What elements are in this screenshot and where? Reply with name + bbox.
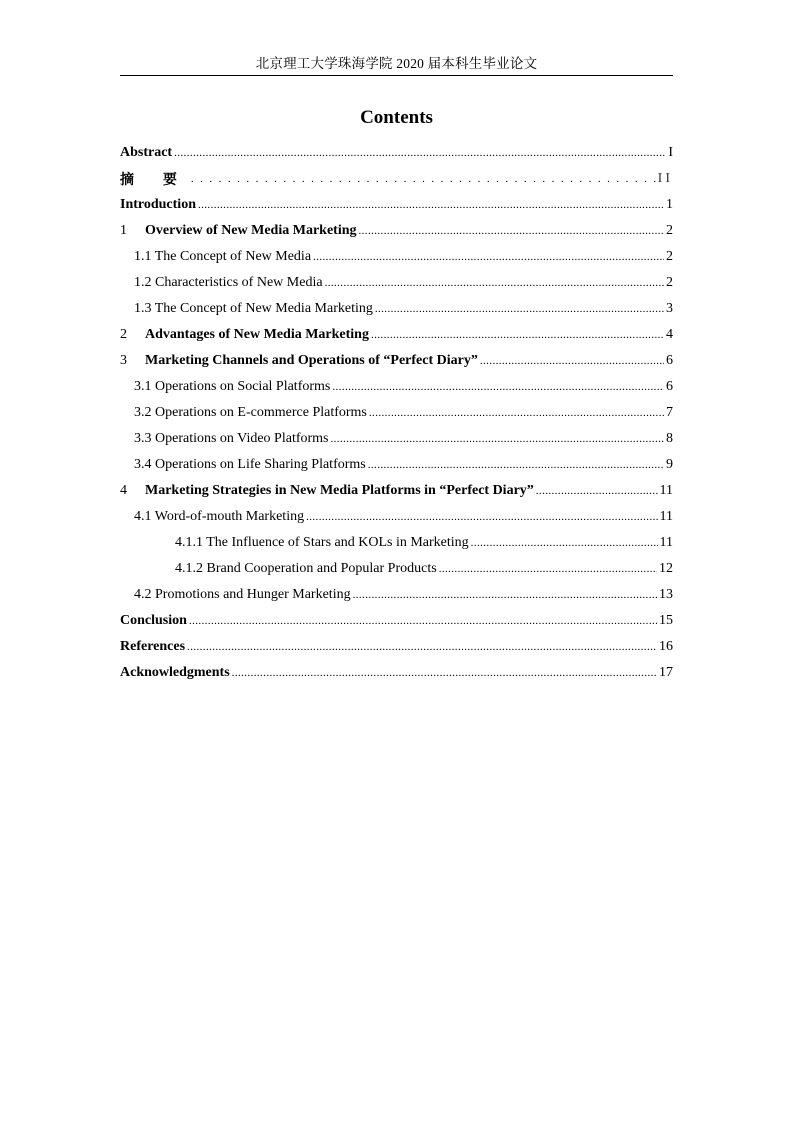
toc-label: Marketing Strategies in New Media Platforms in “Perfect Diary” [145, 483, 534, 498]
toc-entry-chinese-abstract[interactable] [120, 166, 673, 192]
toc-entry-3-2[interactable] [120, 400, 673, 426]
toc-entry-chapter-3[interactable] [120, 348, 673, 374]
toc-leader [332, 381, 664, 393]
toc-entry-introduction[interactable] [120, 192, 673, 218]
toc-page: 11 [659, 509, 673, 524]
toc-entry-chapter-1[interactable] [120, 218, 673, 244]
toc-leader [439, 563, 657, 575]
toc-entry-3-1[interactable] [120, 374, 673, 400]
toc-label: References [120, 639, 186, 654]
toc-page: 6 [666, 379, 673, 394]
toc-label: 1.1 The Concept of New Media [134, 249, 312, 264]
toc-page: II [657, 171, 673, 186]
toc-label: Introduction [120, 197, 196, 212]
toc-chapter-number: 4 [120, 483, 127, 498]
toc-entry-4-2[interactable] [120, 582, 673, 608]
toc-label: 3.2 Operations on E-commerce Platforms [134, 405, 367, 420]
toc-chapter-number: 1 [120, 223, 127, 238]
toc-entry-conclusion[interactable] [120, 608, 673, 634]
toc-entry-acknowledgments[interactable] [120, 660, 673, 686]
toc-leader [187, 641, 657, 653]
toc-entry-chapter-4[interactable] [120, 478, 673, 504]
toc-page: 11 [659, 483, 673, 498]
toc-label: 4.1.1 The Influence of Stars and KOLs in Marketing [175, 535, 469, 550]
table-of-contents [120, 140, 673, 686]
toc-leader [480, 355, 664, 367]
toc-label: 3.1 Operations on Social Platforms [134, 379, 331, 394]
toc-leader [306, 511, 657, 523]
toc-leader [325, 277, 664, 289]
toc-label: 4.1 Word-of-mouth Marketing [134, 509, 305, 524]
toc-label: 3.3 Operations on Video Platforms [134, 431, 329, 446]
toc-entry-abstract[interactable] [120, 140, 673, 166]
header-rule [120, 75, 673, 76]
toc-leader [353, 589, 657, 601]
toc-page: 6 [666, 353, 673, 368]
toc-page: 3 [666, 301, 673, 316]
page-title: Contents [360, 107, 433, 128]
toc-page: I [668, 145, 673, 160]
toc-label: Overview of New Media Marketing [145, 223, 357, 238]
toc-label: 4.1.2 Brand Cooperation and Popular Products [175, 561, 437, 576]
toc-entry-3-4[interactable] [120, 452, 673, 478]
toc-leader [331, 433, 665, 445]
toc-label: 1.3 The Concept of New Media Marketing [134, 301, 373, 316]
toc-label: 1.2 Characteristics of New Media [134, 275, 323, 290]
toc-leader [191, 173, 656, 185]
toc-page: 7 [666, 405, 673, 420]
toc-entry-chapter-2[interactable] [120, 322, 673, 348]
toc-label: 摘 要 [120, 172, 189, 188]
toc-leader [359, 225, 665, 237]
toc-chapter-number: 2 [120, 327, 127, 342]
toc-label: Abstract [120, 145, 173, 160]
toc-page: 2 [666, 249, 673, 264]
toc-leader [368, 459, 664, 471]
toc-leader [375, 303, 664, 315]
toc-leader [371, 329, 664, 341]
toc-entry-4-1-1[interactable] [120, 530, 673, 556]
toc-leader [369, 407, 664, 419]
page-header: 北京理工大学珠海学院 2020 届本科生毕业论文 [255, 56, 538, 71]
toc-leader [174, 147, 666, 159]
toc-leader [536, 485, 658, 497]
toc-entry-1-3[interactable] [120, 296, 673, 322]
toc-page: 11 [659, 535, 673, 550]
toc-entry-4-1[interactable] [120, 504, 673, 530]
toc-leader [189, 615, 657, 627]
toc-page: 15 [659, 613, 673, 628]
toc-leader [198, 199, 664, 211]
toc-entry-1-1[interactable] [120, 244, 673, 270]
toc-chapter-number: 3 [120, 353, 127, 368]
toc-label: 3.4 Operations on Life Sharing Platforms [134, 457, 366, 472]
toc-leader [313, 251, 664, 263]
toc-leader [232, 667, 657, 679]
toc-page: 12 [659, 561, 673, 576]
toc-page: 16 [659, 639, 673, 654]
toc-label: Conclusion [120, 613, 187, 628]
toc-label: 4.2 Promotions and Hunger Marketing [134, 587, 351, 602]
toc-leader [471, 537, 658, 549]
toc-page: 2 [666, 275, 673, 290]
toc-page: 8 [666, 431, 673, 446]
toc-label: Acknowledgments [120, 665, 230, 680]
toc-page: 13 [659, 587, 673, 602]
toc-entry-references[interactable] [120, 634, 673, 660]
toc-page: 4 [666, 327, 673, 342]
toc-page: 9 [666, 457, 673, 472]
toc-entry-4-1-2[interactable] [120, 556, 673, 582]
toc-label: Marketing Channels and Operations of “Perfect Diary” [145, 353, 478, 368]
toc-page: 1 [666, 197, 673, 212]
toc-page: 17 [659, 665, 673, 680]
toc-label: Advantages of New Media Marketing [145, 327, 369, 342]
toc-entry-1-2[interactable] [120, 270, 673, 296]
toc-page: 2 [666, 223, 673, 238]
toc-entry-3-3[interactable] [120, 426, 673, 452]
